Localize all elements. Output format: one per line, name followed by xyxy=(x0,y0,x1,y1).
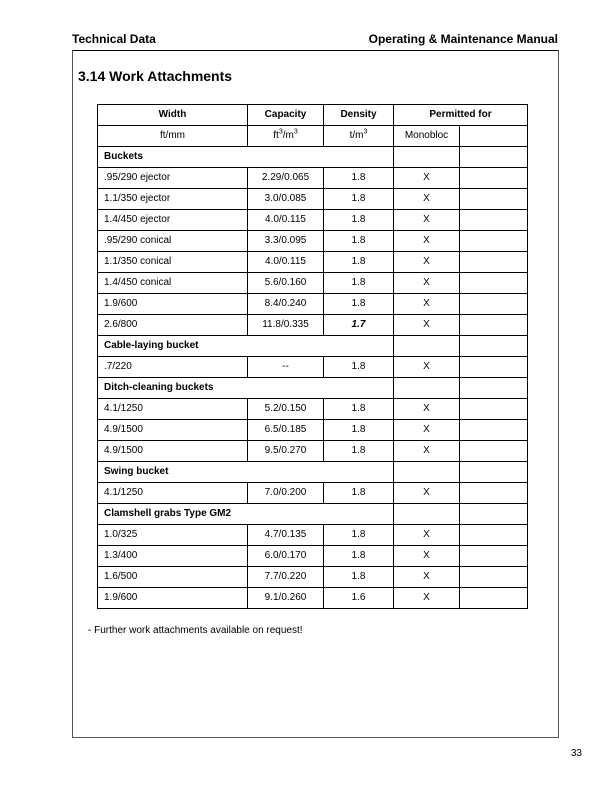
cell-monobloc: X xyxy=(394,399,460,420)
header-left-title: Technical Data xyxy=(72,32,156,46)
cell-width: 1.6/500 xyxy=(98,567,248,588)
cell-width: 4.1/1250 xyxy=(98,483,248,504)
header-capacity: Capacity xyxy=(248,105,324,126)
cell-monobloc: X xyxy=(394,252,460,273)
table-row xyxy=(98,294,528,315)
group-header-row xyxy=(98,147,528,168)
cell-density: 1.8 xyxy=(324,252,394,273)
unit-empty-cell xyxy=(460,126,528,147)
table-row xyxy=(98,399,528,420)
cell-width: 1.3/400 xyxy=(98,546,248,567)
cell-monobloc: X xyxy=(394,315,460,336)
table-row xyxy=(98,273,528,294)
cell-capacity: 7.7/0.220 xyxy=(248,567,324,588)
cell-capacity: 4.0/0.115 xyxy=(248,210,324,231)
cell-capacity: 11.8/0.335 xyxy=(248,315,324,336)
empty-cell xyxy=(394,504,460,525)
cell-density: 1.8 xyxy=(324,441,394,462)
cell-capacity: 9.5/0.270 xyxy=(248,441,324,462)
cell-width: .95/290 ejector xyxy=(98,168,248,189)
group-header-row xyxy=(98,336,528,357)
unit-monobloc: Monobloc xyxy=(394,126,460,147)
empty-cell xyxy=(460,315,528,336)
cell-density: 1.8 xyxy=(324,483,394,504)
unit-capacity xyxy=(248,126,324,147)
unit-capacity-prefix: ft xyxy=(273,130,279,141)
unit-density-sup: 3 xyxy=(363,128,368,136)
empty-cell xyxy=(460,504,528,525)
empty-cell xyxy=(460,294,528,315)
cell-capacity: 4.0/0.115 xyxy=(248,252,324,273)
header-right-title: Operating & Maintenance Manual xyxy=(368,32,558,46)
group-title: Ditch-cleaning buckets xyxy=(98,378,394,399)
footnote: - Further work attachments available on request! xyxy=(88,625,303,636)
cell-capacity: -- xyxy=(248,357,324,378)
unit-density xyxy=(324,126,394,147)
cell-width: 4.1/1250 xyxy=(98,399,248,420)
group-title: Cable-laying bucket xyxy=(98,336,394,357)
cell-density: 1.8 xyxy=(324,294,394,315)
table-row xyxy=(98,483,528,504)
cell-width: .95/290 conical xyxy=(98,231,248,252)
group-header-row xyxy=(98,462,528,483)
cell-density: 1.8 xyxy=(324,525,394,546)
cell-capacity: 7.0/0.200 xyxy=(248,483,324,504)
cell-monobloc: X xyxy=(394,168,460,189)
cell-width: 1.9/600 xyxy=(98,588,248,609)
empty-cell xyxy=(460,189,528,210)
table-row xyxy=(98,525,528,546)
group-title: Swing bucket xyxy=(98,462,394,483)
header-density: Density xyxy=(324,105,394,126)
cell-monobloc: X xyxy=(394,273,460,294)
unit-capacity-mid: /m xyxy=(282,130,294,141)
cell-density: 1.8 xyxy=(324,546,394,567)
work-attachments-table xyxy=(97,104,528,609)
header-width: Width xyxy=(98,105,248,126)
cell-capacity: 3.3/0.095 xyxy=(248,231,324,252)
table-body xyxy=(98,105,528,609)
cell-density: 1.8 xyxy=(324,357,394,378)
empty-cell xyxy=(460,252,528,273)
table-row xyxy=(98,588,528,609)
cell-width: 1.1/350 ejector xyxy=(98,189,248,210)
cell-capacity: 5.6/0.160 xyxy=(248,273,324,294)
cell-monobloc: X xyxy=(394,357,460,378)
table-row xyxy=(98,420,528,441)
page-number: 33 xyxy=(570,748,582,759)
empty-cell xyxy=(460,378,528,399)
cell-width: 1.4/450 ejector xyxy=(98,210,248,231)
cell-capacity: 9.1/0.260 xyxy=(248,588,324,609)
cell-monobloc: X xyxy=(394,567,460,588)
group-title: Clamshell grabs Type GM2 xyxy=(98,504,394,525)
table-row xyxy=(98,231,528,252)
cell-density: 1.8 xyxy=(324,210,394,231)
cell-monobloc: X xyxy=(394,189,460,210)
cell-density: 1.8 xyxy=(324,567,394,588)
table-row xyxy=(98,441,528,462)
cell-capacity: 2.29/0.065 xyxy=(248,168,324,189)
empty-cell xyxy=(460,168,528,189)
cell-capacity: 6.5/0.185 xyxy=(248,420,324,441)
empty-cell xyxy=(460,567,528,588)
cell-density: 1.8 xyxy=(324,189,394,210)
empty-cell xyxy=(460,546,528,567)
empty-cell xyxy=(394,378,460,399)
cell-width: 4.9/1500 xyxy=(98,420,248,441)
cell-density: 1.8 xyxy=(324,273,394,294)
cell-monobloc: X xyxy=(394,441,460,462)
empty-cell xyxy=(460,231,528,252)
cell-density: 1.8 xyxy=(324,420,394,441)
table-row xyxy=(98,210,528,231)
cell-width: 1.4/450 conical xyxy=(98,273,248,294)
table-row xyxy=(98,252,528,273)
cell-capacity: 6.0/0.170 xyxy=(248,546,324,567)
empty-cell xyxy=(394,336,460,357)
cell-monobloc: X xyxy=(394,483,460,504)
cell-density: 1.8 xyxy=(324,168,394,189)
cell-density: 1.6 xyxy=(324,588,394,609)
empty-cell xyxy=(460,483,528,504)
unit-capacity-sup1: 3 xyxy=(278,128,283,136)
cell-monobloc: X xyxy=(394,588,460,609)
cell-capacity: 5.2/0.150 xyxy=(248,399,324,420)
empty-cell xyxy=(394,147,460,168)
empty-cell xyxy=(460,588,528,609)
empty-cell xyxy=(460,210,528,231)
table-units-row xyxy=(98,126,528,147)
cell-monobloc: X xyxy=(394,231,460,252)
empty-cell xyxy=(460,357,528,378)
empty-cell xyxy=(460,399,528,420)
cell-capacity: 3.0/0.085 xyxy=(248,189,324,210)
empty-cell xyxy=(460,147,528,168)
cell-capacity: 4.7/0.135 xyxy=(248,525,324,546)
cell-capacity: 8.4/0.240 xyxy=(248,294,324,315)
empty-cell xyxy=(460,441,528,462)
cell-density: 1.8 xyxy=(324,231,394,252)
cell-width: 1.9/600 xyxy=(98,294,248,315)
cell-monobloc: X xyxy=(394,210,460,231)
table-row xyxy=(98,189,528,210)
unit-density-prefix: t/m xyxy=(349,130,364,141)
cell-monobloc: X xyxy=(394,420,460,441)
cell-width: 2.6/800 xyxy=(98,315,248,336)
empty-cell xyxy=(460,420,528,441)
cell-width: .7/220 xyxy=(98,357,248,378)
cell-width: 4.9/1500 xyxy=(98,441,248,462)
cell-width: 1.0/325 xyxy=(98,525,248,546)
table-row xyxy=(98,315,528,336)
empty-cell xyxy=(460,273,528,294)
group-header-row xyxy=(98,378,528,399)
header-permitted-for: Permitted for xyxy=(394,105,528,126)
empty-cell xyxy=(460,462,528,483)
cell-density: 1.8 xyxy=(324,399,394,420)
section-title: 3.14 Work Attachments xyxy=(78,68,233,84)
cell-width: 1.1/350 conical xyxy=(98,252,248,273)
cell-monobloc: X xyxy=(394,525,460,546)
cell-monobloc: X xyxy=(394,294,460,315)
cell-density: 1.7 xyxy=(324,315,394,336)
table-row xyxy=(98,357,528,378)
unit-width: ft/mm xyxy=(98,126,248,147)
unit-capacity-sup2: 3 xyxy=(293,128,298,136)
group-header-row xyxy=(98,504,528,525)
table-row xyxy=(98,567,528,588)
table-row xyxy=(98,168,528,189)
empty-cell xyxy=(460,336,528,357)
cell-monobloc: X xyxy=(394,546,460,567)
table-row xyxy=(98,546,528,567)
table-header-row xyxy=(98,105,528,126)
group-title: Buckets xyxy=(98,147,394,168)
empty-cell xyxy=(460,525,528,546)
empty-cell xyxy=(394,462,460,483)
